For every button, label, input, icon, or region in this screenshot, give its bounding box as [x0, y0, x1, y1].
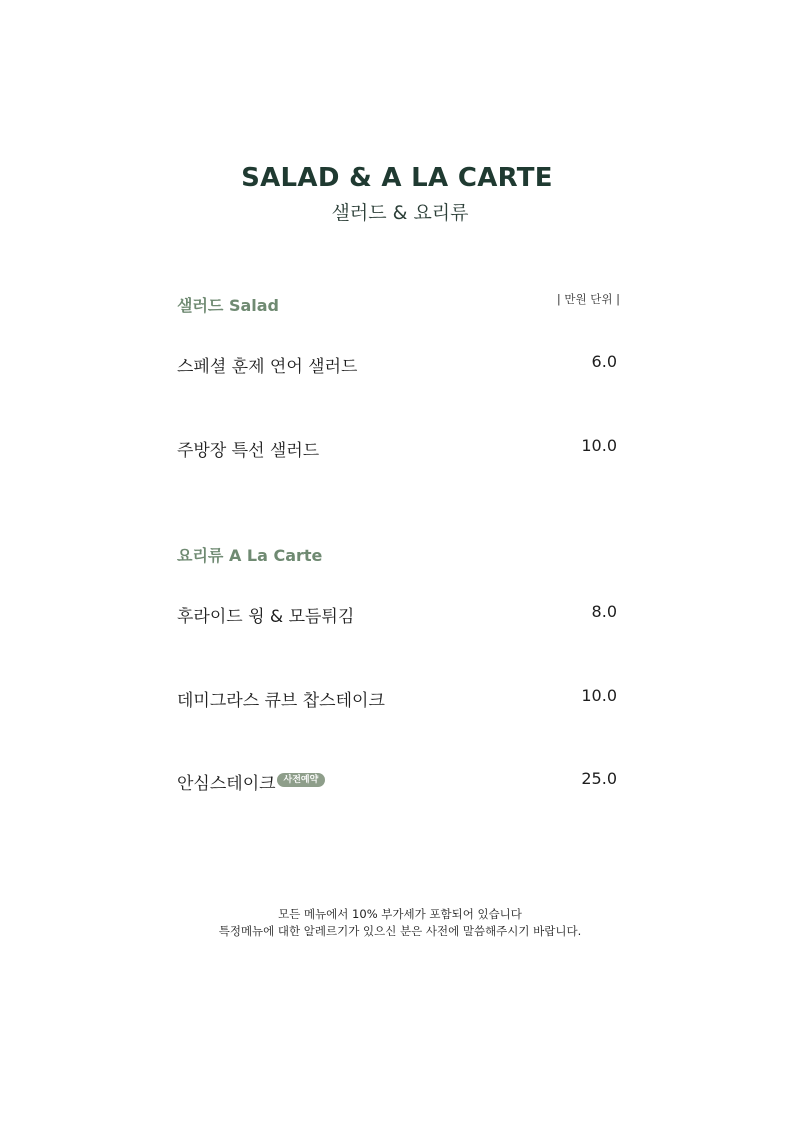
menu-item-name-with-badge [177, 769, 325, 794]
price-unit-note: | 만원 단위 | [556, 292, 620, 306]
menu-item-name: 안심스테이크 [177, 774, 276, 794]
menu-item [177, 769, 617, 795]
menu-item [177, 436, 617, 462]
page-subtitle: 샐러드 & 요리류 [331, 202, 469, 224]
page-title: SALAD & A LA CARTE [241, 163, 553, 193]
menu-item-name: 주방장 특선 샐러드 [177, 441, 320, 461]
menu-item [177, 686, 617, 712]
section-heading-a-la-carte: 요리류 A La Carte [177, 546, 323, 565]
menu-item-name: 스페셜 훈제 연어 샐러드 [177, 357, 358, 377]
menu-item [177, 602, 617, 628]
section-heading-salad: 샐러드 Salad [177, 296, 279, 315]
footer-allergy-note: 특정메뉴에 대한 알레르기가 있으신 분은 사전에 말씀해주시기 바랍니다. [218, 924, 582, 938]
reservation-badge: 사전예약 [277, 773, 326, 787]
menu-item-price: 10.0 [581, 436, 617, 455]
menu-item-name: 후라이드 윙 & 모듬튀김 [177, 607, 355, 627]
menu-item-name: 데미그라스 큐브 찹스테이크 [177, 691, 385, 711]
menu-item [177, 352, 617, 378]
menu-item-price: 6.0 [591, 352, 617, 371]
footer-vat-note: 모든 메뉴에서 10% 부가세가 포함되어 있습니다 [278, 907, 522, 921]
menu-item-price: 8.0 [591, 602, 617, 621]
menu-item-price: 25.0 [581, 769, 617, 788]
menu-item-price: 10.0 [581, 686, 617, 705]
